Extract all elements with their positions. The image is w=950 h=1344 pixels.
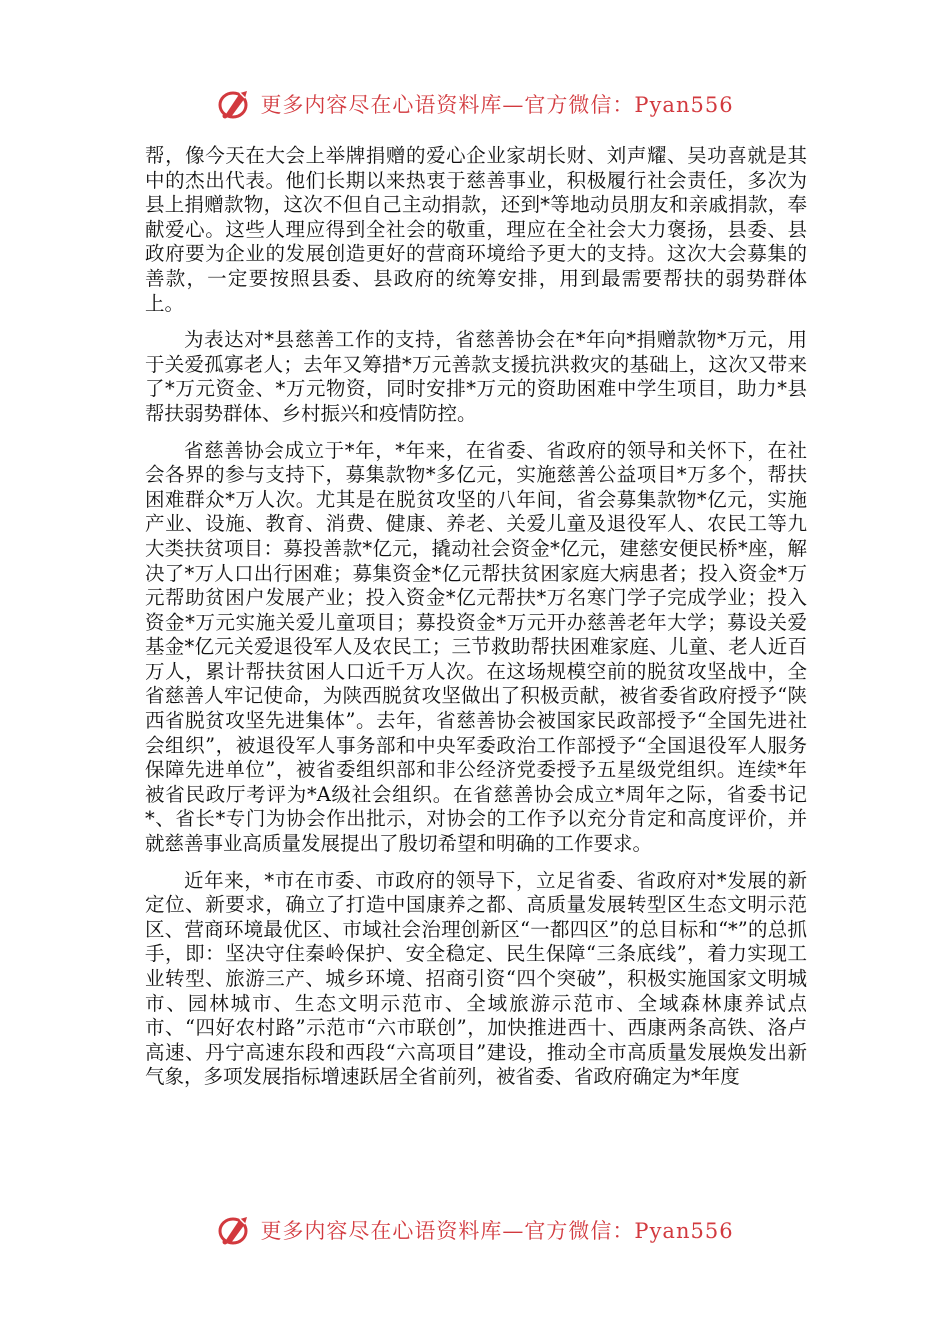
pen-nib-logo-icon — [216, 1213, 254, 1247]
header-banner-text: 更多内容尽在心语资料库—官方微信：Pyan556 — [260, 93, 734, 117]
paragraph-4: 近年来，*市在市委、市政府的领导下，立足省委、省政府对*发展的新定位、新要求，确立了打造中国康养之都、高质量发展转型区生态文明示范区、营商环境最优区、市域社会治理创新区“一都四区”的总目标和“*”的总抓手，即：坚决守住秦岭保护、安全稳定、民生保障“三条底线”，着力实现工业转型、旅游三产、城乡环境、招商引资“四个突破”，积极实施国家文明城市、园林城市、生态文明示范市、全域旅游示范市、全域森林康养试点市、“四好农村路”示范市“六市联创”，加快推进西十、西康两条高铁、洛卢高速、丹宁高速东段和西段“六高项目”建设，推动全市高质量发展焕发出新气象，多项发展指标增速跃居全省前列，被省委、省政府确定为*年度 — [145, 868, 807, 1089]
pen-nib-logo-icon — [216, 87, 254, 121]
header-banner — [0, 84, 950, 124]
paragraph-3: 省慈善协会成立于*年，*年来，在省委、省政府的领导和关怀下，在社会各界的参与支持下，募集款物*多亿元，实施慈善公益项目*万多个，帮扶困难群众*万人次。尤其是在脱贫攻坚的八年间，省会募集款物*亿元，实施产业、设施、教育、消费、健康、养老、关爱儿童及退役军人、农民工等九大类扶贫项目：募投善款*亿元，撬动社会资金*亿元，建慈安便民桥*座，解决了*万人口出行困难；募集资金*亿元帮扶贫困家庭大病患者；投入资金*万元帮助贫困户发展产业；投入资金*亿元帮扶*万名寒门学子完成学业；投入资金*万元实施关爱儿童项目；募投资金*万元开办慈善老年大学；募设关爱基金*亿元关爱退役军人及农民工；三节救助帮扶困难家庭、儿童、老人近百万人，累计帮扶贫困人口近千万人次。在这场规模空前的脱贫攻坚战中，全省慈善人牢记使命，为陕西脱贫攻坚做出了积极贡献，被省委省政府授予“陕西省脱贫攻坚先进集体”。去年，省慈善协会被国家民政部授予“全国先进社会组织”，被退役军人事务部和中央军委政治工作部授予“全国退役军人服务保障先进单位”，被省委组织部和非公经济党委授予五星级党组织。连续*年被省民政厅考评为*A级社会组织。在省慈善协会成立*周年之际，省委书记*、省长*专门为协会作出批示，对协会的工作予以充分肯定和高度评价，并就慈善事业高质量发展提出了殷切希望和明确的工作要求。 — [145, 438, 807, 856]
footer-banner-text: 更多内容尽在心语资料库—官方微信：Pyan556 — [260, 1219, 734, 1243]
paragraph-1: 帮，像今天在大会上举牌捐赠的爱心企业家胡长财、刘声耀、吴功喜就是其中的杰出代表。他们长期以来热衷于慈善事业，积极履行社会责任，多次为县上捐赠款物，这次不但自己主动捐款，还到*等地动员朋友和亲戚捐款，奉献爱心。这些人理应得到全社会的敬重，理应在全社会大力褒扬，县委、县政府要为企业的发展创造更好的营商环境给予更大的支持。这次大会募集的善款，一定要按照县委、县政府的统筹安排，用到最需要帮扶的弱势群体上。 — [145, 144, 807, 315]
document-body — [145, 144, 807, 1102]
footer-banner — [0, 1210, 950, 1250]
paragraph-2: 为表达对*县慈善工作的支持，省慈善协会在*年向*捐赠款物*万元，用于关爱孤寡老人；去年又筹措*万元善款支援抗洪救灾的基础上，这次又带来了*万元资金、*万元物资，同时安排*万元的资助困难中学生项目，助力*县帮扶弱势群体、乡村振兴和疫情防控。 — [145, 328, 807, 425]
